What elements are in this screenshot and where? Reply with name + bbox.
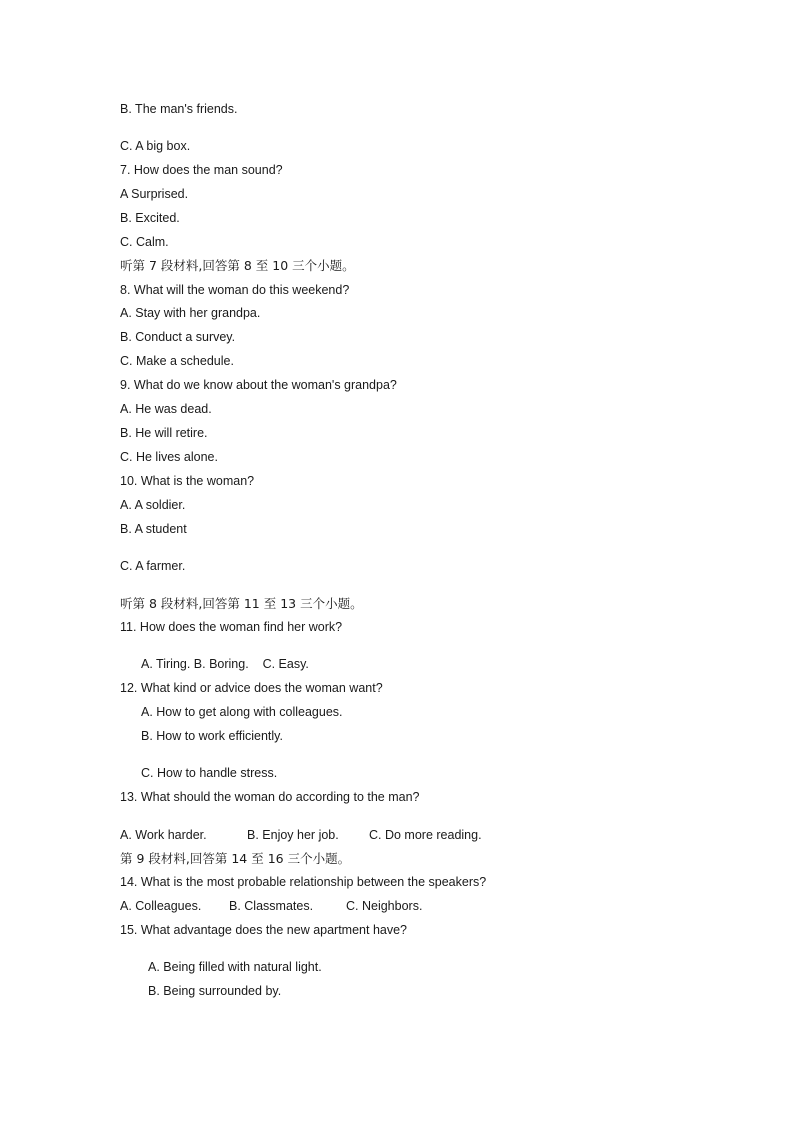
option-9c: C. He lives alone. [120, 450, 218, 464]
question-10: 10. What is the woman? [120, 474, 255, 488]
question-13: 13. What should the woman do according to the man? [120, 790, 420, 804]
option-7b: B. Excited. [120, 211, 180, 225]
options-14 [0, 898, 794, 914]
option-10a: A. A soldier. [120, 498, 186, 512]
option-7c: C. Calm. [120, 235, 169, 249]
option-6b: B. The man's friends. [120, 102, 238, 116]
option-9b: B. He will retire. [120, 426, 208, 440]
option-14c: C. Neighbors. [346, 899, 423, 913]
question-15: 15. What advantage does the new apartment have? [120, 923, 407, 937]
option-15a: A. Being filled with natural light. [148, 960, 322, 974]
option-10c: C. A farmer. [120, 559, 186, 573]
option-10b: B. A student [120, 522, 187, 536]
question-12: 12. What kind or advice does the woman want? [120, 681, 383, 695]
option-14b: B. Classmates. [229, 899, 314, 913]
option-12c: C. How to handle stress. [141, 766, 278, 780]
question-7: 7. How does the man sound? [120, 163, 283, 177]
option-9a: A. He was dead. [120, 402, 212, 416]
section-heading-7: 听第 7 段材料,回答第 8 至 10 三个小题。 [120, 258, 355, 273]
option-14a: A. Colleagues. [120, 899, 202, 913]
section-heading-9: 第 9 段材料,回答第 14 至 16 三个小题。 [120, 851, 351, 866]
option-12b: B. How to work efficiently. [141, 729, 283, 743]
option-7a: A Surprised. [120, 187, 189, 201]
option-8a: A. Stay with her grandpa. [120, 306, 261, 320]
question-9: 9. What do we know about the woman's grandpa? [120, 378, 397, 392]
question-8: 8. What will the woman do this weekend? [120, 283, 350, 297]
option-13c: C. Do more reading. [369, 828, 482, 842]
option-13a: A. Work harder. [120, 828, 207, 842]
options-13 [0, 827, 794, 843]
option-13b: B. Enjoy her job. [247, 828, 339, 842]
option-15b: B. Being surrounded by. [148, 984, 282, 998]
section-heading-8: 听第 8 段材料,回答第 11 至 13 三个小题。 [120, 596, 363, 611]
option-8b: B. Conduct a survey. [120, 330, 236, 344]
option-6c: C. A big box. [120, 139, 191, 153]
question-11: 11. How does the woman find her work? [120, 620, 343, 634]
options-11: A. Tiring. B. Boring. C. Easy. [141, 657, 309, 671]
option-8c: C. Make a schedule. [120, 354, 234, 368]
question-14: 14. What is the most probable relationship between the speakers? [120, 875, 487, 889]
option-12a: A. How to get along with colleagues. [141, 705, 343, 719]
